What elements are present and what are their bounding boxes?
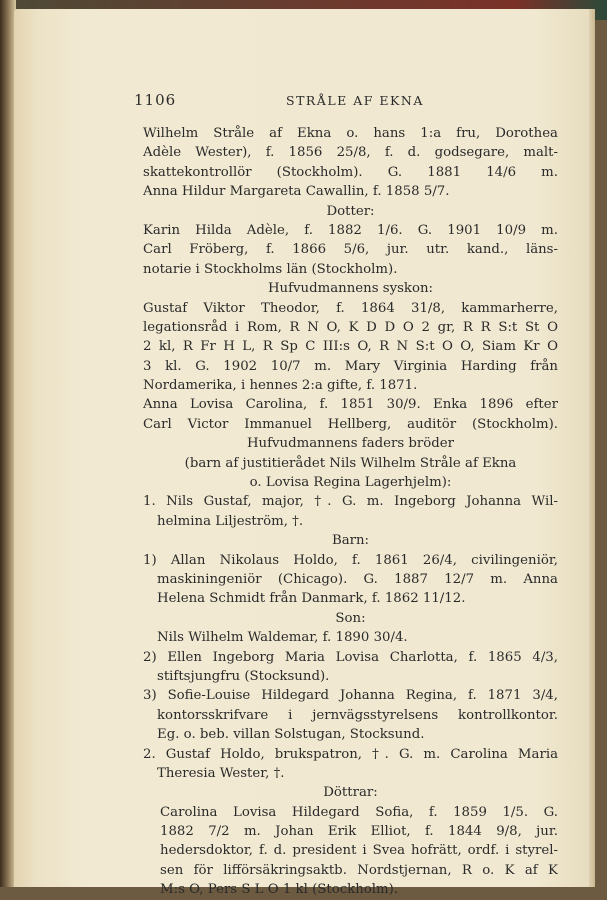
text-line: notarie i Stockholms län (Stockholm). bbox=[143, 261, 398, 277]
text-line: sen för lifförsäkringsaktb. Nordstjernan, R o. K af K bbox=[160, 862, 558, 878]
text-line: 1882 7/2 m. Johan Erik Elliot, f. 1844 9/8, jur. bbox=[160, 824, 558, 840]
text-line: 3) Sofie-Louise Hildegard Johanna Regina, f. 1871 3/4, bbox=[143, 688, 558, 704]
text-line: Carolina Lovisa Hildegard Sofia, f. 1859 1/5. G. bbox=[160, 804, 558, 820]
text-line: hedersdoktor, f. d. president i Svea hofrätt, ordf. i styrel- bbox=[160, 843, 558, 859]
text-line: 3 kl. G. 1902 10/7 m. Mary Virginia Harding från bbox=[143, 358, 558, 374]
text-line: skattekontrollör (Stockholm). G. 1881 14/6 m. bbox=[143, 164, 558, 180]
text-line: Eg. o. beb. villan Solstugan, Stocksund. bbox=[157, 727, 425, 743]
text-line: Karin Hilda Adèle, f. 1882 1/6. G. 1901 10/9 m. bbox=[143, 222, 558, 238]
running-title: STRÅLE AF EKNA bbox=[286, 93, 424, 108]
text-line: Anna Lovisa Carolina, f. 1851 30/9. Enka 1896 efter bbox=[143, 397, 558, 413]
section-heading: Barn: bbox=[331, 533, 370, 549]
text-line: 1. Nils Gustaf, major, †. G. m. Ingeborg Johanna Wil- bbox=[143, 494, 558, 510]
page-number: 1106 bbox=[134, 91, 177, 109]
text-line: 1) Allan Nikolaus Holdo, f. 1861 26/4, civilingeniör, bbox=[143, 552, 558, 568]
text-line: Carl Fröberg, f. 1866 5/6, jur. utr. kand., läns- bbox=[143, 242, 558, 258]
section-heading: Son: bbox=[335, 610, 366, 626]
text-line: 2 kl, R Fr H L, R Sp C III:s O, R N S:t O O, Siam Kr O bbox=[143, 339, 558, 355]
text-line: helmina Liljeström, †. bbox=[157, 513, 304, 529]
text-line: maskiningeniör (Chicago). G. 1887 12/7 m. Anna bbox=[157, 571, 558, 587]
section-heading: Dotter: bbox=[326, 203, 375, 219]
section-heading: Hufvudmannens syskon: bbox=[267, 281, 434, 297]
section-heading: Döttrar: bbox=[323, 785, 378, 801]
text-line: Helena Schmidt från Danmark, f. 1862 11/12. bbox=[157, 591, 466, 607]
text-line: Theresia Wester, †. bbox=[157, 765, 285, 781]
genealogy-text bbox=[143, 124, 558, 900]
text-line: o. Lovisa Regina Lagerhjelm): bbox=[249, 475, 452, 491]
text-line: Anna Hildur Margareta Cawallin, f. 1858 5/7. bbox=[143, 184, 450, 200]
text-line: stiftsjungfru (Stocksund). bbox=[157, 668, 330, 684]
text-line: M:s O, Pers S L O 1 kl (Stockholm). bbox=[160, 882, 399, 898]
text-line: Gustaf Viktor Theodor, f. 1864 31/8, kammarherre, bbox=[143, 300, 558, 316]
page-right-edge bbox=[589, 9, 595, 887]
text-line: (barn af justitierådet Nils Wilhelm Stråle af Ekna bbox=[184, 455, 517, 471]
text-line: legationsråd i Rom, R N O, K D D O 2 gr, R R S:t St O bbox=[143, 319, 558, 335]
text-line: Nils Wilhelm Waldemar, f. 1890 30/4. bbox=[157, 630, 408, 646]
text-line: Nordamerika, i hennes 2:a gifte, f. 1871. bbox=[143, 378, 418, 394]
text-line: 2. Gustaf Holdo, brukspatron, †. G. m. Carolina Maria bbox=[143, 746, 558, 762]
text-line: Adèle Wester), f. 1856 25/8, f. d. godsegare, malt- bbox=[143, 145, 558, 161]
text-line: Wilhelm Stråle af Ekna o. hans 1:a fru, Dorothea bbox=[143, 126, 558, 141]
text-line: 2) Ellen Ingeborg Maria Lovisa Charlotta, f. 1865 4/3, bbox=[143, 649, 558, 665]
text-line: kontorsskrifvare i jernvägsstyrelsens kontrollkontor. bbox=[157, 707, 558, 723]
section-heading: Hufvudmannens faders bröder bbox=[246, 436, 455, 452]
text-line: Carl Victor Immanuel Hellberg, auditör (Stockholm). bbox=[143, 416, 558, 432]
